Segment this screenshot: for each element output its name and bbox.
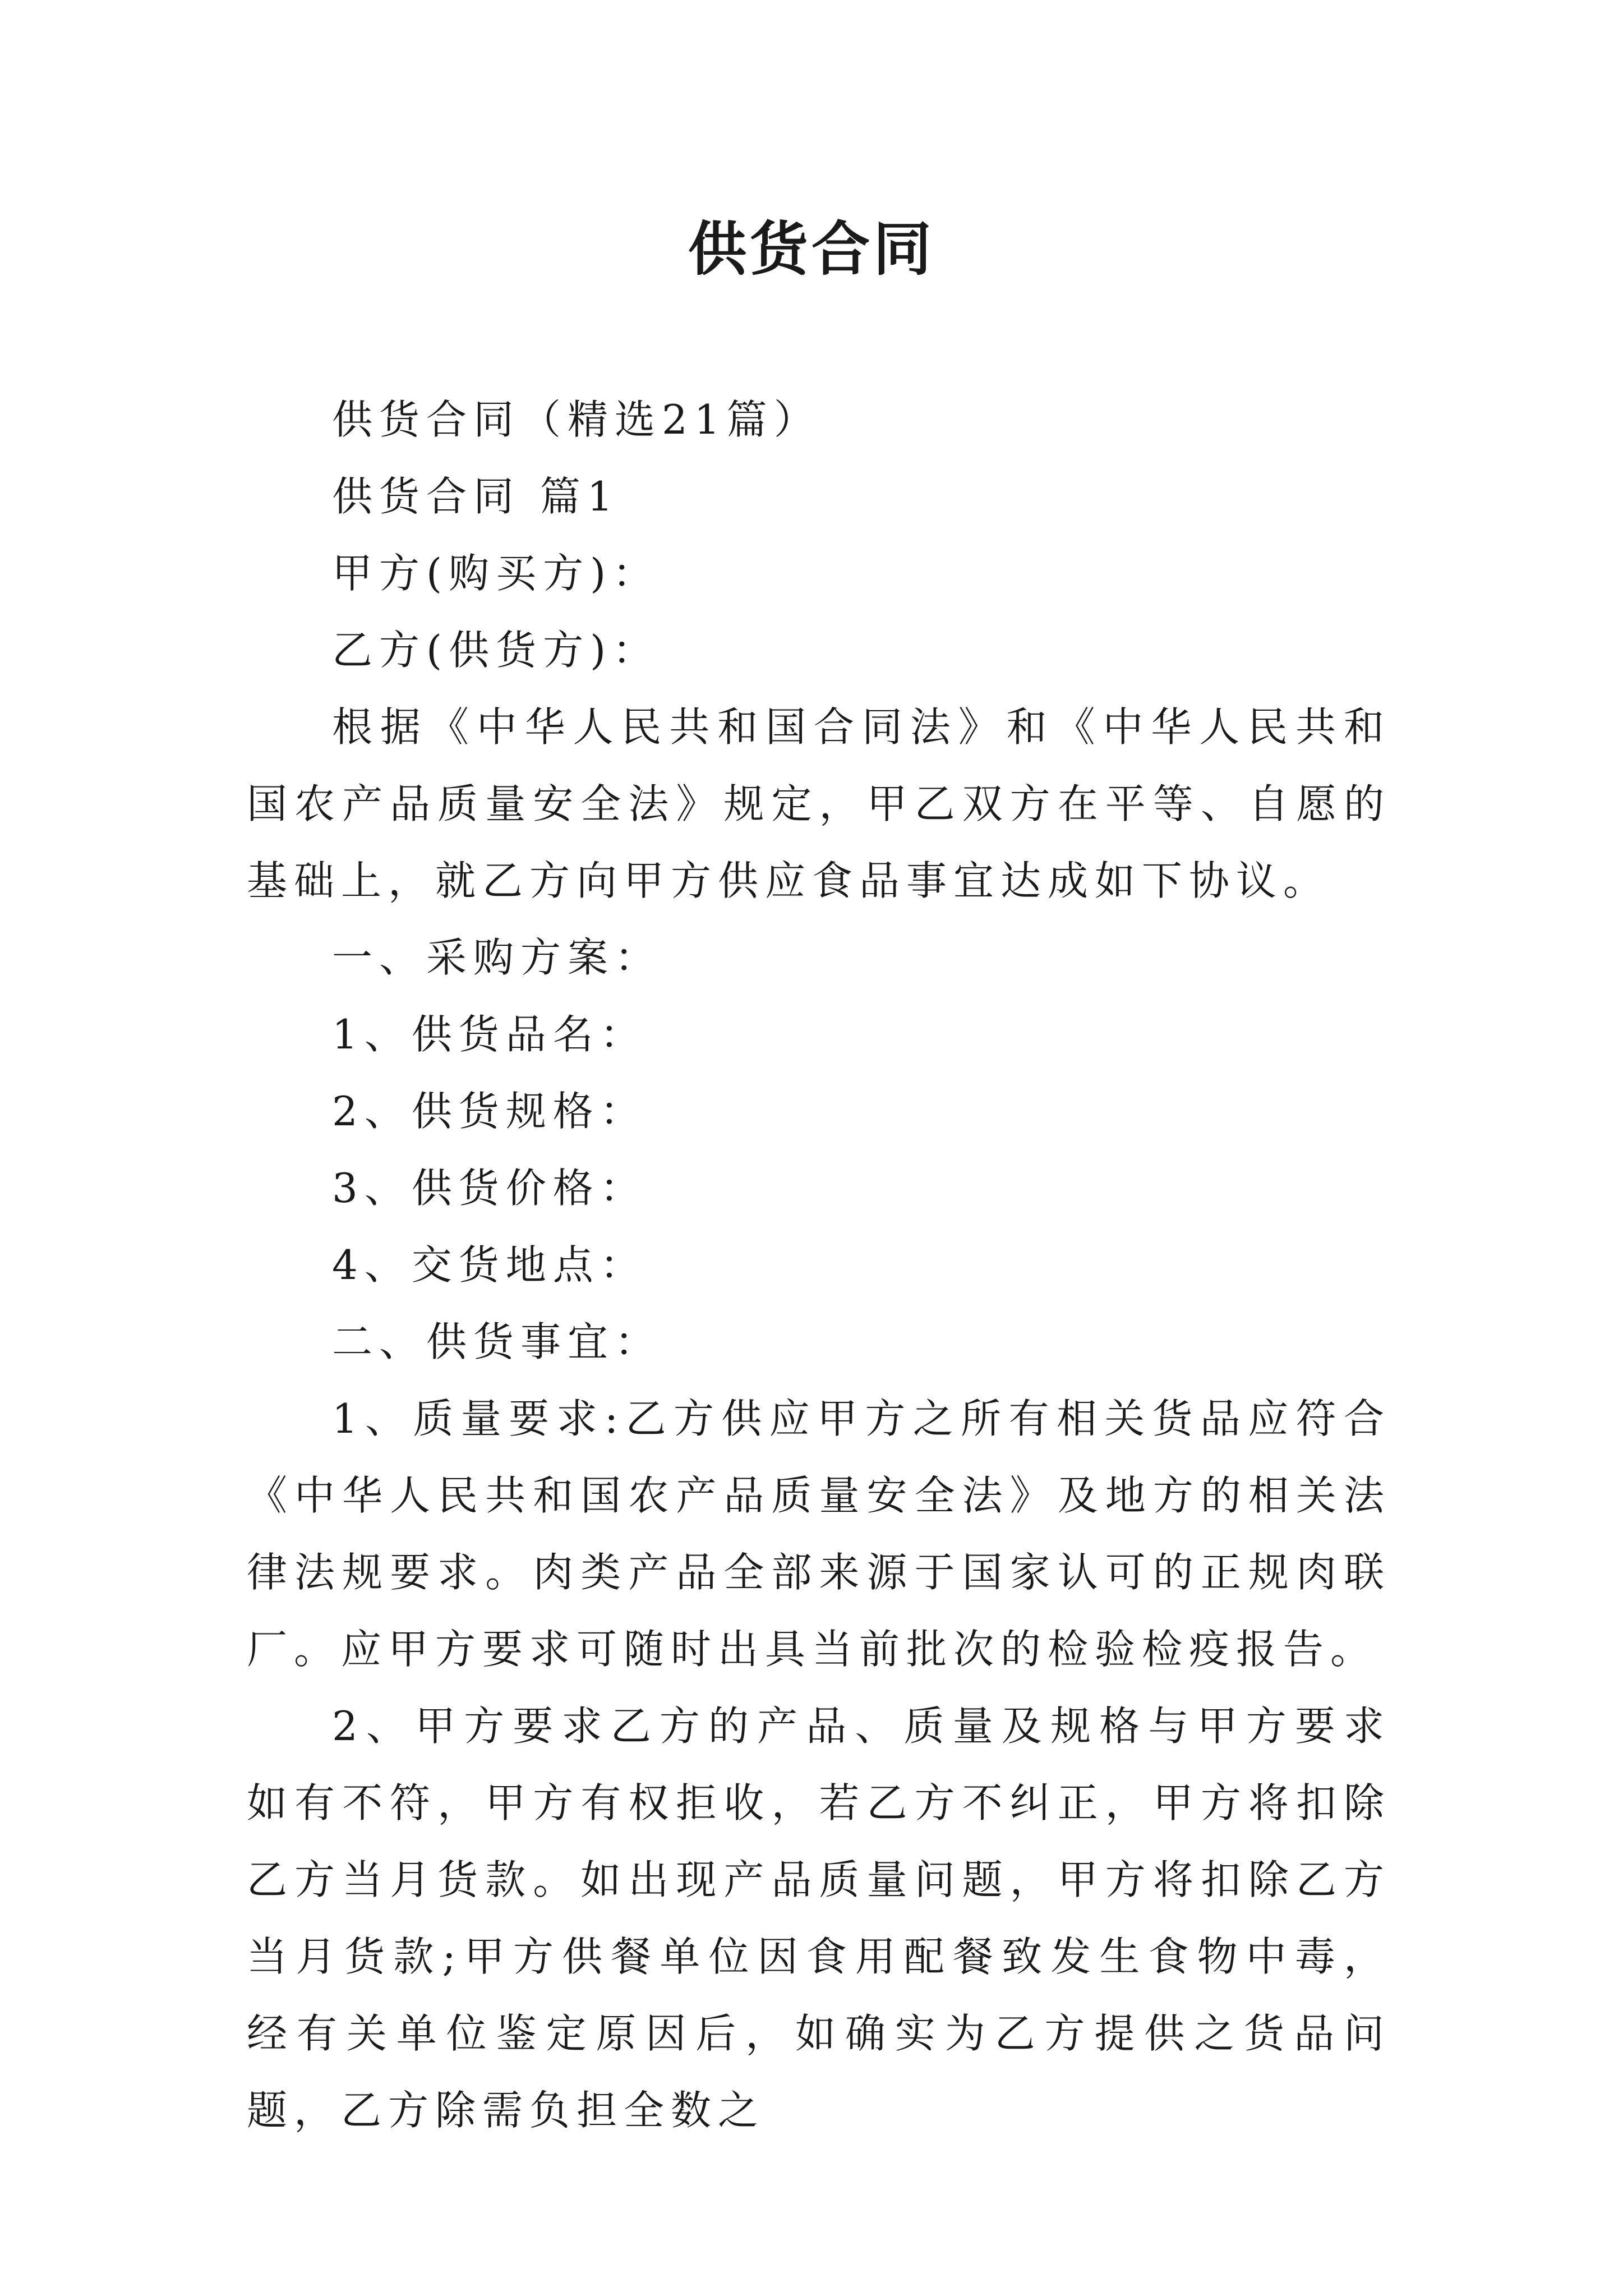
paragraph-item-name: 1、供货品名：: [332, 1011, 647, 1058]
paragraph-subtitle: 供货合同（精选21篇）: [332, 396, 821, 443]
paragraph-item-price: 3、供货价格：: [332, 1165, 647, 1212]
document-body: [247, 381, 1391, 2149]
paragraph-party-b: 乙方(供货方)：: [332, 627, 660, 674]
paragraph-nonconformity: 2、甲方要求乙方的产品、质量及规格与甲方要求如有不符，甲方有权拒收，若乙方不纠正，甲方将扣除乙方当月货款。如出现产品质量问题，甲方将扣除乙方当月货款;甲方供餐单位因食用配餐致发生食物中毒，经有关单位鉴定原因后，如确实为乙方提供之货品问题，乙方除需负担全数之: [247, 1703, 1391, 2134]
paragraph-clause-2-heading: 二、供货事宜：: [332, 1318, 662, 1365]
paragraph-item-spec: 2、供货规格：: [332, 1088, 647, 1135]
paragraph-preamble: 根据《中华人民共和国合同法》和《中华人民共和国农产品质量安全法》规定，甲乙双方在平等、自愿的基础上，就乙方向甲方供应食品事宜达成如下协议。: [247, 703, 1391, 904]
paragraph-quality-requirement: 1、质量要求:乙方供应甲方之所有相关货品应符合《中华人民共和国农产品质量安全法》及地方的相关法律法规要求。肉类产品全部来源于国家认可的正规肉联厂。应甲方要求可随时出具当前批次的检验检疫报告。: [247, 1395, 1391, 1673]
paragraph-clause-1-heading: 一、采购方案：: [332, 934, 662, 981]
document-title: 供货合同: [688, 215, 935, 283]
paragraph-item-location: 4、交货地点：: [332, 1241, 647, 1289]
paragraph-section-heading: 供货合同 篇1: [332, 473, 620, 520]
paragraph-party-a: 甲方(购买方)：: [332, 550, 660, 597]
